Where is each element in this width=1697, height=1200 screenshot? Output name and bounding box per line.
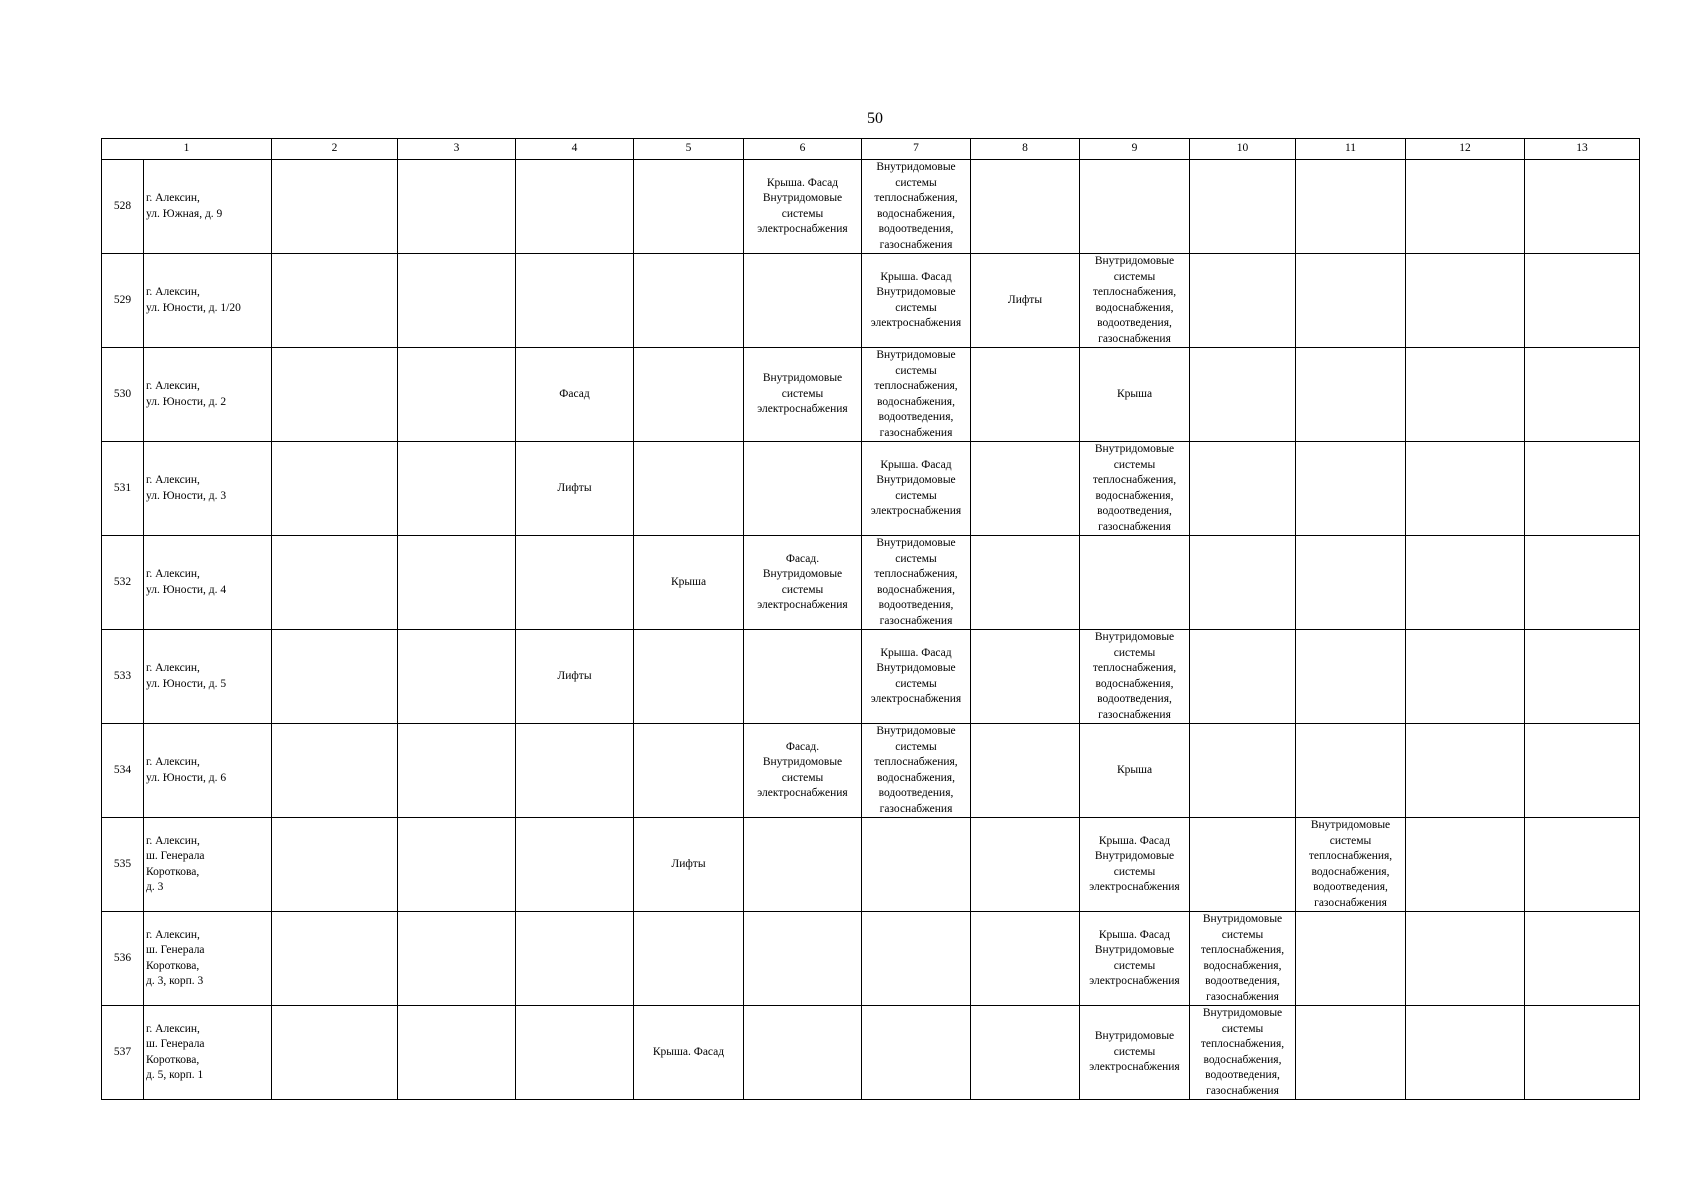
table-cell [1080, 630, 1190, 724]
table-cell [398, 818, 516, 912]
table-cell [971, 536, 1080, 630]
cell-text: Крыша. Фасад [652, 1045, 725, 1058]
address-cell [144, 348, 272, 442]
table-cell [1296, 1006, 1406, 1100]
table-cell [398, 348, 516, 442]
table-row [102, 348, 1640, 442]
cell-text: Крыша. Фасад Внутридомовые системы электроснабжения [1089, 928, 1180, 987]
table-cell [634, 160, 744, 254]
table-cell [634, 1006, 744, 1100]
table-cell [1190, 724, 1296, 818]
cell-text: Внутридомовые системы теплоснабжения, водоснабжения, водоотведения, газоснабжения [1200, 913, 1285, 1003]
table-cell [516, 630, 634, 724]
table-cell [634, 630, 744, 724]
column-header: 10 [1190, 139, 1296, 160]
table-cell [634, 348, 744, 442]
table-cell [1190, 160, 1296, 254]
table-cell [862, 912, 971, 1006]
table-row [102, 630, 1640, 724]
cell-text: Внутридомовые системы электроснабжения [1089, 1030, 1180, 1074]
cell-text: Внутридомовые системы теплоснабжения, водоснабжения, водоотведения, газоснабжения [874, 537, 958, 627]
table-cell [1406, 160, 1525, 254]
address-cell [144, 1006, 272, 1100]
table-cell [1525, 912, 1640, 1006]
table-cell [516, 912, 634, 1006]
cell-text: Лифты [557, 669, 592, 682]
table-cell [1190, 818, 1296, 912]
cell-text: Фасад. Внутридомовые системы электроснабжения [757, 740, 848, 799]
cell-text: Внутридомовые системы теплоснабжения, водоснабжения, водоотведения, газоснабжения [1308, 819, 1393, 909]
table-cell [1406, 912, 1525, 1006]
cell-text: Внутридомовые системы теплоснабжения, водоснабжения, водоотведения, газоснабжения [874, 725, 958, 815]
address-cell [144, 724, 272, 818]
table-cell [272, 536, 398, 630]
address-text: г. Алексин, ул. Южная, д. 9 [146, 192, 223, 220]
table-cell [1406, 818, 1525, 912]
table-cell [1406, 254, 1525, 348]
column-header: 12 [1406, 139, 1525, 160]
table-cell [1406, 536, 1525, 630]
row-number: 537 [102, 1006, 144, 1100]
cell-text: Крыша. Фасад Внутридомовые системы электроснабжения [757, 176, 848, 235]
table-cell [862, 818, 971, 912]
table-cell [1190, 442, 1296, 536]
column-header: 6 [744, 139, 862, 160]
table-cell [272, 630, 398, 724]
table-cell [744, 1006, 862, 1100]
table-cell [744, 254, 862, 348]
address-cell [144, 442, 272, 536]
table-cell [1296, 818, 1406, 912]
table-cell [398, 912, 516, 1006]
table-cell [1296, 348, 1406, 442]
cell-text: Крыша. Фасад Внутридомовые системы электроснабжения [870, 270, 962, 329]
table-cell [1406, 630, 1525, 724]
table-cell [516, 818, 634, 912]
cell-text: Крыша [1116, 387, 1153, 400]
cell-text: Фасад [559, 387, 590, 400]
cell-text: Внутридомовые системы теплоснабжения, водоснабжения, водоотведения, газоснабжения [874, 161, 958, 251]
table-cell [398, 160, 516, 254]
address-text: г. Алексин, ш. Генерала Короткова, д. 3 [146, 834, 205, 893]
address-cell [144, 160, 272, 254]
address-cell [144, 254, 272, 348]
column-header: 3 [398, 139, 516, 160]
table-cell [634, 442, 744, 536]
column-header: 7 [862, 139, 971, 160]
address-cell [144, 630, 272, 724]
table-cell [744, 442, 862, 536]
table-cell [1190, 254, 1296, 348]
table-cell [1525, 160, 1640, 254]
table-cell [971, 442, 1080, 536]
table-cell [272, 912, 398, 1006]
table-cell [1296, 630, 1406, 724]
table-cell [862, 724, 971, 818]
address-text: г. Алексин, ул. Юности, д. 5 [146, 662, 227, 690]
column-header-row [102, 139, 1640, 160]
address-text: г. Алексин, ул. Юности, д. 3 [146, 474, 227, 502]
table-cell [862, 442, 971, 536]
column-header: 11 [1296, 139, 1406, 160]
table-cell [516, 724, 634, 818]
column-header: 4 [516, 139, 634, 160]
table-row [102, 442, 1640, 536]
table-cell [1296, 912, 1406, 1006]
table-cell [1190, 348, 1296, 442]
table-cell [272, 724, 398, 818]
table-cell [634, 536, 744, 630]
table-cell [398, 536, 516, 630]
table-cell [1296, 536, 1406, 630]
table-cell [1525, 1006, 1640, 1100]
cell-text: Внутридомовые системы теплоснабжения, водоснабжения, водоотведения, газоснабжения [1092, 631, 1177, 721]
table-cell [634, 254, 744, 348]
table-cell [1296, 254, 1406, 348]
table-cell [272, 160, 398, 254]
row-number: 533 [102, 630, 144, 724]
table-body [102, 160, 1640, 1100]
cell-text: Лифты [1007, 293, 1043, 306]
table-cell [1080, 1006, 1190, 1100]
table-cell [272, 1006, 398, 1100]
table-cell [516, 348, 634, 442]
table-cell [744, 160, 862, 254]
table-cell [634, 724, 744, 818]
table-cell [398, 254, 516, 348]
address-cell [144, 818, 272, 912]
row-number: 530 [102, 348, 144, 442]
table-cell [398, 442, 516, 536]
row-number: 536 [102, 912, 144, 1006]
table-cell [971, 912, 1080, 1006]
row-number: 529 [102, 254, 144, 348]
address-cell [144, 912, 272, 1006]
address-text: г. Алексин, ул. Юности, д. 1/20 [146, 286, 241, 314]
table-cell [971, 160, 1080, 254]
cell-text: Крыша. Фасад Внутридомовые системы электроснабжения [870, 458, 962, 517]
address-text: г. Алексин, ул. Юности, д. 4 [146, 568, 227, 596]
table-cell [1525, 630, 1640, 724]
row-number: 531 [102, 442, 144, 536]
table-cell [516, 442, 634, 536]
table-cell [1406, 442, 1525, 536]
table-cell [1190, 536, 1296, 630]
table-cell [1525, 536, 1640, 630]
table-row [102, 818, 1640, 912]
cell-text: Внутридомовые системы теплоснабжения, водоснабжения, водоотведения, газоснабжения [874, 349, 958, 439]
table-cell [1080, 724, 1190, 818]
table-cell [1296, 442, 1406, 536]
table-cell [516, 160, 634, 254]
row-number: 528 [102, 160, 144, 254]
table-cell [744, 912, 862, 1006]
table-cell [398, 724, 516, 818]
column-header: 9 [1080, 139, 1190, 160]
table-cell [1190, 630, 1296, 724]
table-cell [971, 254, 1080, 348]
table-cell [272, 442, 398, 536]
cell-text: Внутридомовые системы теплоснабжения, водоснабжения, водоотведения, газоснабжения [1092, 443, 1177, 533]
table-cell [862, 536, 971, 630]
table-cell [1296, 724, 1406, 818]
column-header: 13 [1525, 139, 1640, 160]
table-cell [862, 254, 971, 348]
table-cell [1190, 1006, 1296, 1100]
table-cell [862, 348, 971, 442]
table-cell [516, 254, 634, 348]
address-text: г. Алексин, ш. Генерала Короткова, д. 5, корп. 1 [146, 1022, 205, 1081]
table-cell [272, 348, 398, 442]
table-row [102, 254, 1640, 348]
cell-text: Внутридомовые системы теплоснабжения, водоснабжения, водоотведения, газоснабжения [1092, 255, 1177, 345]
table-cell [971, 630, 1080, 724]
table-cell [744, 724, 862, 818]
table-cell [971, 1006, 1080, 1100]
table-cell [971, 818, 1080, 912]
table-cell [398, 1006, 516, 1100]
table-cell [862, 1006, 971, 1100]
table-cell [862, 630, 971, 724]
cell-text: Крыша [670, 575, 707, 588]
column-header: 2 [272, 139, 398, 160]
table-cell [1406, 1006, 1525, 1100]
table-cell [971, 724, 1080, 818]
table-cell [1406, 348, 1525, 442]
column-header: 5 [634, 139, 744, 160]
table-cell [516, 1006, 634, 1100]
table-cell [1525, 254, 1640, 348]
table-row [102, 912, 1640, 1006]
cell-text: Крыша. Фасад Внутридомовые системы электроснабжения [1089, 834, 1180, 893]
page-number: 50 [867, 110, 883, 127]
column-header: 8 [971, 139, 1080, 160]
table-cell [1080, 254, 1190, 348]
table-row [102, 536, 1640, 630]
table-cell [744, 536, 862, 630]
table-row [102, 724, 1640, 818]
table-cell [1296, 160, 1406, 254]
column-header: 1 [102, 139, 272, 160]
table-cell [1525, 724, 1640, 818]
table-cell [971, 348, 1080, 442]
row-number: 532 [102, 536, 144, 630]
address-text: г. Алексин, ул. Юности, д. 2 [146, 380, 227, 408]
table-cell [1080, 348, 1190, 442]
cell-text: Фасад. Внутридомовые системы электроснабжения [757, 552, 848, 611]
cell-text: Лифты [671, 857, 706, 870]
table-row [102, 1006, 1640, 1100]
address-text: г. Алексин, ул. Юности, д. 6 [146, 756, 227, 784]
table-cell [1080, 912, 1190, 1006]
table-cell [744, 818, 862, 912]
schedule-table [101, 138, 1640, 1100]
table-cell [1080, 818, 1190, 912]
table-cell [744, 348, 862, 442]
table-cell [1525, 348, 1640, 442]
table-cell [272, 254, 398, 348]
table-cell [862, 160, 971, 254]
table-cell [1525, 442, 1640, 536]
table-cell [634, 912, 744, 1006]
cell-text: Крыша. Фасад Внутридомовые системы электроснабжения [870, 646, 962, 705]
address-text: г. Алексин, ш. Генерала Короткова, д. 3, корп. 3 [146, 928, 205, 987]
table-cell [1525, 818, 1640, 912]
cell-text: Внутридомовые системы электроснабжения [757, 372, 848, 416]
table-cell [272, 818, 398, 912]
table-cell [398, 630, 516, 724]
address-cell [144, 536, 272, 630]
cell-text: Внутридомовые системы теплоснабжения, водоснабжения, водоотведения, газоснабжения [1200, 1007, 1285, 1097]
table-cell [1080, 536, 1190, 630]
table-row [102, 160, 1640, 254]
table-cell [516, 536, 634, 630]
table-cell [1080, 442, 1190, 536]
table-cell [1080, 160, 1190, 254]
cell-text: Крыша [1116, 763, 1153, 776]
table-cell [744, 630, 862, 724]
cell-text: Лифты [557, 481, 592, 494]
table-cell [1190, 912, 1296, 1006]
row-number: 534 [102, 724, 144, 818]
row-number: 535 [102, 818, 144, 912]
table-cell [1406, 724, 1525, 818]
table-cell [634, 818, 744, 912]
